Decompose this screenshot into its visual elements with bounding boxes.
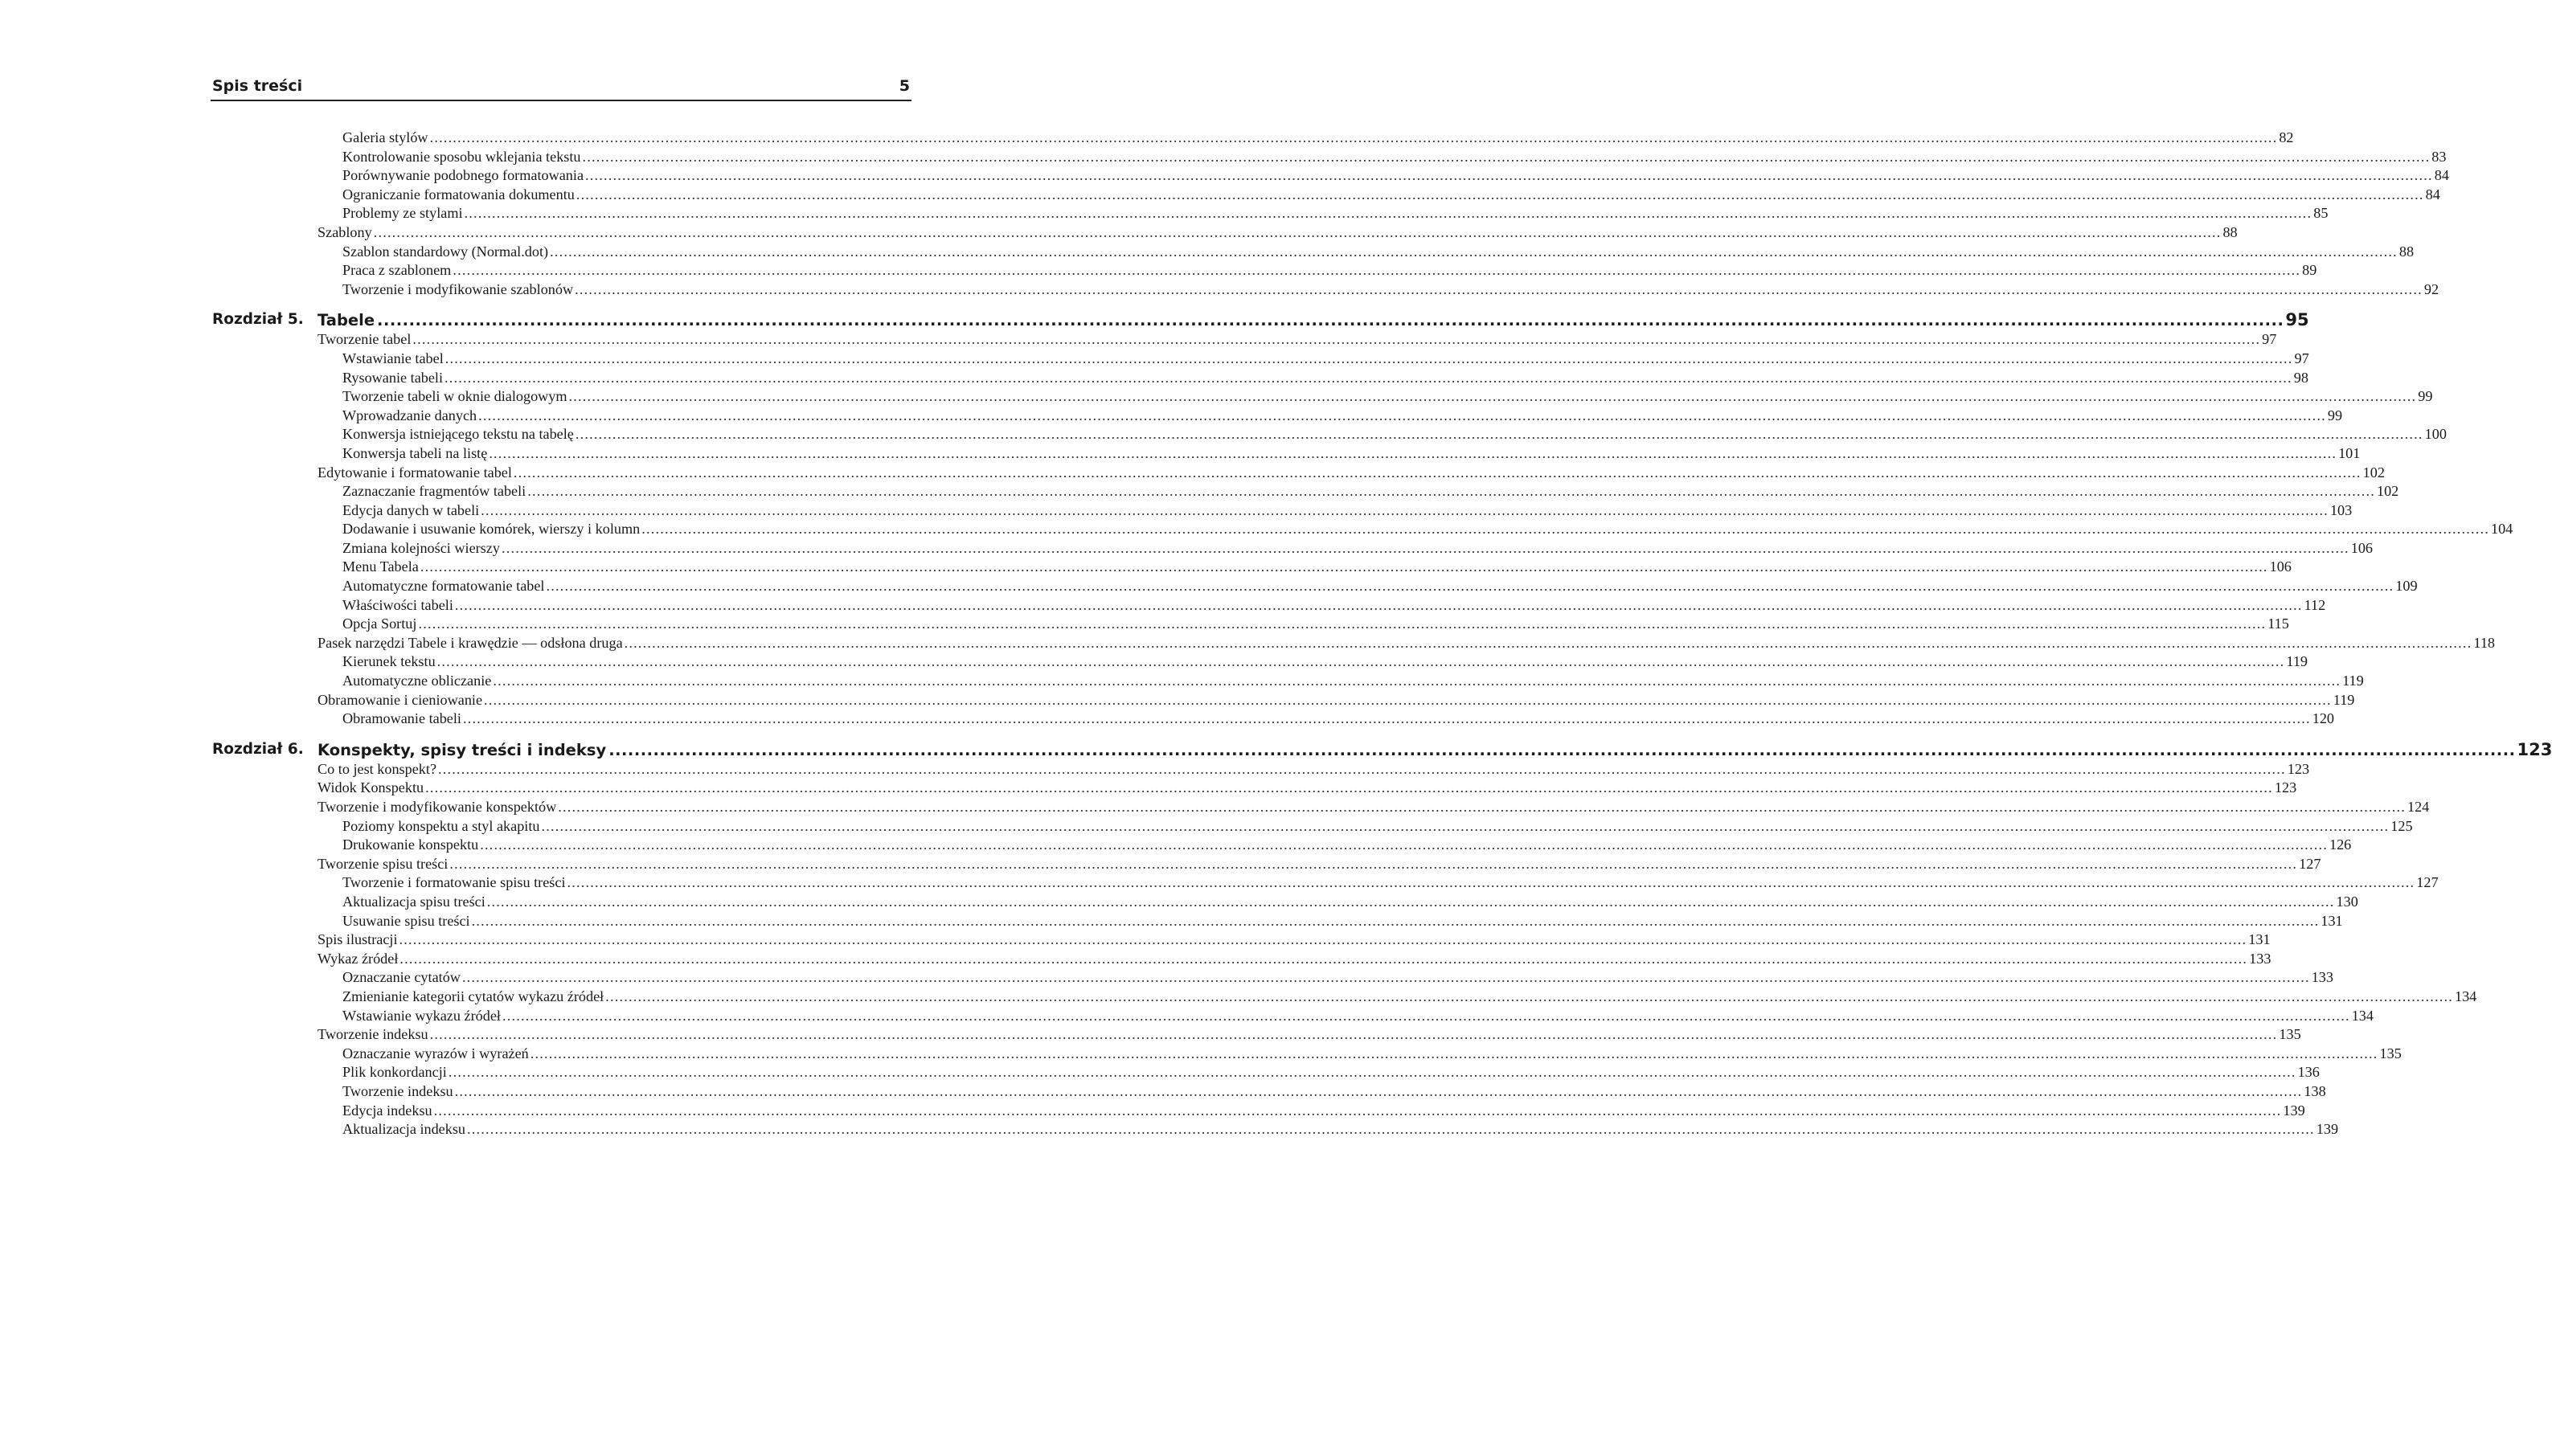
toc-entry: [211, 1025, 2301, 1045]
toc-entry-title: Tworzenie i modyfikowanie konspektów: [317, 799, 557, 815]
toc-entry-title: Oznaczanie wyrazów i wyrażeń: [342, 1045, 529, 1061]
dot-leader: ................................................................................................................................................................................................................................................................................................................................................................................................................: [449, 855, 2298, 872]
toc-entry: [211, 596, 2326, 616]
dot-leader: ................................................................................................................................................................................................................................................................................................................................................................................................................: [513, 464, 2362, 481]
dot-leader: ................................................................................................................................................................................................................................................................................................................................................................................................................: [486, 893, 2335, 910]
toc-entry: [211, 204, 2329, 223]
toc-entry: [211, 1063, 2320, 1082]
toc-entry-page-number: 130: [2336, 893, 2358, 910]
dot-leader: ................................................................................................................................................................................................................................................................................................................................................................................................................: [418, 616, 2267, 632]
table-of-contents: [211, 129, 2552, 1139]
toc-entry-title: Automatyczne formatowanie tabel: [342, 578, 545, 595]
toc-entry-page-number: 139: [2316, 1121, 2339, 1138]
toc-entry: [211, 912, 2343, 931]
dot-leader: ................................................................................................................................................................................................................................................................................................................................................................................................................: [444, 369, 2292, 386]
dot-leader: ................................................................................................................................................................................................................................................................................................................................................................................................................: [399, 931, 2247, 948]
toc-entry-page-number: 133: [2311, 969, 2333, 986]
toc-entry-title: Menu Tabela: [342, 558, 419, 575]
toc-entry-title: Tworzenie indeksu: [317, 1026, 428, 1043]
toc-entry-page-number: 139: [2283, 1102, 2305, 1119]
toc-entry: [211, 634, 2496, 653]
toc-entry-page-number: 109: [2395, 578, 2418, 595]
toc-entry: [211, 577, 2418, 596]
dot-leader: ................................................................................................................................................................................................................................................................................................................................................................................................................: [568, 388, 2417, 405]
dot-leader: ................................................................................................................................................................................................................................................................................................................................................................................................................: [501, 539, 2349, 556]
toc-entry-page-number: 103: [2329, 501, 2353, 518]
dot-leader: ............................................................................................................................................................................................................................................................................................................: [608, 740, 2516, 759]
toc-entry: [211, 186, 2440, 205]
toc-entry: [211, 672, 2364, 691]
toc-entry-page-number: 97: [2294, 350, 2309, 366]
toc-entry: [211, 501, 2353, 521]
chapter-label: Rozdział 6.: [212, 740, 304, 758]
dot-leader: ................................................................................................................................................................................................................................................................................................................................................................................................................: [462, 710, 2311, 727]
toc-entry-page-number: 89: [2302, 262, 2317, 279]
toc-entry: [211, 615, 2289, 634]
toc-entry-title: Ograniczanie formatowania dokumentu: [342, 186, 575, 202]
toc-entry: [211, 760, 2310, 779]
dot-leader: ................................................................................................................................................................................................................................................................................................................................................................................................................: [575, 280, 2423, 297]
toc-entry-title: Tworzenie i formatowanie spisu treści: [342, 874, 566, 891]
dot-leader: ................................................................................................................................................................................................................................................................................................................................................................................................................: [558, 799, 2406, 815]
toc-entry-title: Oznaczanie cytatów: [342, 969, 461, 986]
toc-entry-title: Co to jest konspekt?: [317, 760, 437, 777]
toc-entry-title: Aktualizacja spisu treści: [342, 893, 485, 910]
toc-entry: [211, 817, 2413, 836]
toc-entry-title: Tworzenie tabel: [317, 331, 412, 348]
dot-leader: ................................................................................................................................................................................................................................................................................................................................................................................................................: [433, 1102, 2282, 1119]
toc-entry-page-number: 85: [2313, 205, 2329, 222]
dot-leader: ................................................................................................................................................................................................................................................................................................................................................................................................................: [541, 817, 2390, 834]
toc-entry-title: Aktualizacja indeksu: [342, 1121, 466, 1138]
dot-leader: ................................................................................................................................................................................................................................................................................................................................................................................................................: [438, 760, 2286, 777]
dot-leader: ................................................................................................................................................................................................................................................................................................................................................................................................................: [436, 653, 2285, 670]
toc-entry-title: Opcja Sortuj: [342, 616, 417, 632]
toc-entry-title: Edycja indeksu: [342, 1102, 432, 1119]
dot-leader: ................................................................................................................................................................................................................................................................................................................................................................................................................: [444, 350, 2293, 366]
toc-entry-title: Rysowanie tabeli: [342, 369, 444, 386]
toc-entry: [211, 129, 2294, 148]
chapter-title-line: [317, 739, 2552, 761]
dot-leader: ................................................................................................................................................................................................................................................................................................................................................................................................................: [502, 1007, 2350, 1024]
toc-entry-page-number: 99: [2327, 407, 2343, 423]
toc-entry: [211, 1120, 2339, 1139]
toc-entry-page-number: 100: [2424, 426, 2447, 443]
toc-entry-page-number: 92: [2423, 280, 2439, 297]
toc-entry-page-number: 88: [2398, 243, 2415, 260]
toc-entry-title: Kontrolowanie sposobu wklejania tekstu: [342, 148, 581, 165]
dot-leader: ................................................................................................................................................................................................................................................................................................................................................................................................................: [448, 1064, 2296, 1081]
toc-entry-title: Szablon standardowy (Normal.dot): [342, 243, 549, 260]
toc-entry-title: Tworzenie i modyfikowanie szablonów: [342, 280, 574, 297]
toc-entry-page-number: 119: [2286, 653, 2308, 670]
toc-entry: [211, 520, 2513, 539]
toc-entry-page-number: 135: [2279, 1026, 2301, 1043]
toc-entry: [211, 968, 2333, 988]
toc-entry: [211, 1007, 2374, 1026]
toc-entry-page-number: 106: [2350, 539, 2373, 556]
chapter-title: Tabele: [317, 311, 375, 330]
dot-leader: ................................................................................................................................................................................................................................................................................................................................................................................................................: [585, 167, 2433, 184]
dot-leader: ................................................................................................................................................................................................................................................................................................................................................................................................................: [429, 1026, 2278, 1043]
toc-entry-title: Automatyczne obliczanie: [342, 673, 492, 689]
toc-entry-page-number: 136: [2297, 1064, 2320, 1081]
chapter-page-number: 95: [2285, 310, 2309, 330]
dot-leader: ................................................................................................................................................................................................................................................................................................................................................................................................................: [454, 1082, 2303, 1099]
toc-entry: [211, 1045, 2402, 1064]
toc-entry-page-number: 126: [2329, 836, 2352, 853]
dot-leader: ................................................................................................................................................................................................................................................................................................................................................................................................................: [373, 223, 2222, 240]
toc-entry: [211, 873, 2439, 893]
toc-entry: [211, 1082, 2326, 1102]
dot-leader: ................................................................................................................................................................................................................................................................................................................................................................................................................: [582, 148, 2431, 165]
toc-entry-title: Pasek narzędzi Tabele i krawędzie — odsłona druga: [317, 634, 623, 651]
dot-leader: ................................................................................................................................................................................................................................................................................................................................................................................................................: [550, 243, 2398, 260]
toc-entry-page-number: 134: [2351, 1007, 2374, 1024]
dot-leader: ................................................................................................................................................................................................................................................................................................................................................................................................................: [624, 634, 2472, 651]
toc-entry: [211, 166, 2449, 186]
dot-leader: ................................................................................................................................................................................................................................................................................................................................................................................................................: [480, 836, 2328, 853]
toc-entry-title: Konwersja istniejącego tekstu na tabelę: [342, 426, 574, 443]
toc-entry-title: Plik konkordancji: [342, 1064, 447, 1081]
toc-entry: [211, 558, 2292, 577]
toc-entry-page-number: 134: [2454, 988, 2477, 1004]
dot-leader: ................................................................................................................................................................................................................................................................................................................................................................................................................: [567, 874, 2415, 891]
toc-entry-page-number: 101: [2338, 444, 2361, 461]
toc-entry-page-number: 82: [2279, 129, 2294, 145]
toc-entry-title: Edytowanie i formatowanie tabel: [317, 464, 512, 481]
toc-entry-page-number: 133: [2249, 950, 2271, 967]
toc-entry-title: Kierunek tekstu: [342, 653, 436, 670]
toc-entry-page-number: 84: [2425, 186, 2440, 202]
toc-entry-title: Wprowadzanie danych: [342, 407, 477, 423]
toc-entry-title: Wykaz źródeł: [317, 950, 399, 967]
toc-entry-title: Zmienianie kategorii cytatów wykazu źródeł: [342, 988, 604, 1004]
running-header: [211, 77, 911, 101]
toc-entry: [211, 280, 2439, 300]
toc-entry-page-number: 119: [2342, 673, 2364, 689]
dot-leader: ................................................................................................................................................................................................................................................................................................................................................................................................................: [453, 262, 2301, 279]
toc-entry: [211, 464, 2385, 483]
toc-entry-title: Porównywanie podobnego formatowania: [342, 167, 584, 184]
toc-entry: [211, 261, 2317, 280]
toc-entry-page-number: 119: [2333, 691, 2355, 708]
toc-entry-page-number: 83: [2431, 148, 2447, 165]
toc-entry-page-number: 123: [2274, 779, 2297, 796]
dot-leader: ................................................................................................................................................................................................................................................................................................................................................................................................................: [399, 950, 2248, 967]
dot-leader: ................................................................................................................................................................................................................................................................................................................................................................................................................: [493, 673, 2341, 689]
toc-entry-page-number: 138: [2304, 1082, 2326, 1099]
toc-entry: [211, 539, 2373, 558]
toc-entry-title: Obramowanie tabeli: [342, 710, 461, 727]
dot-leader: ................................................................................................................................................................................................................................................................................................................................................................................................................: [576, 186, 2424, 202]
toc-entry-title: Wstawianie wykazu źródeł: [342, 1007, 501, 1024]
toc-entry-title: Dodawanie i usuwanie komórek, wierszy i kolumn: [342, 521, 641, 538]
toc-entry-title: Tworzenie indeksu: [342, 1082, 453, 1099]
toc-entry-title: Właściwości tabeli: [342, 596, 453, 613]
toc-entry: [211, 425, 2447, 444]
toc-entry-page-number: 127: [2416, 874, 2439, 891]
toc-entry: [211, 482, 2399, 501]
toc-entry: [211, 836, 2352, 855]
dot-leader: ................................................................................................................................................................................................................................................................................................................................................................................................................: [481, 501, 2329, 518]
toc-entry-page-number: 131: [2248, 931, 2271, 948]
toc-entry: [211, 330, 2277, 350]
toc-entry-page-number: 98: [2293, 369, 2308, 386]
toc-entry-page-number: 112: [2304, 596, 2326, 613]
toc-entry: [211, 691, 2355, 710]
toc-entry-title: Zaznaczanie fragmentów tabeli: [342, 483, 526, 500]
dot-leader: ................................................................................................................................................................................................................................................................................................................................................................................................................: [575, 426, 2423, 443]
toc-entry: [211, 444, 2361, 464]
dot-leader: ................................................................................................................................................................................................................................................................................................................................................................................................................: [478, 407, 2326, 423]
dot-leader: ................................................................................................................................................................................................................................................................................................................................................................................................................: [484, 691, 2332, 708]
toc-entry-title: Spis ilustracji: [317, 931, 398, 948]
toc-entry: [211, 855, 2321, 874]
toc-entry-title: Usuwanie spisu treści: [342, 912, 470, 929]
dot-leader: ................................................................................................................................................................................................................................................................................................................................................................................................................: [641, 521, 2489, 538]
toc-entry-title: Widok Konspektu: [317, 779, 424, 796]
toc-entry-page-number: 131: [2321, 912, 2343, 929]
dot-leader: ................................................................................................................................................................................................................................................................................................................................................................................................................: [412, 331, 2261, 348]
toc-entry-page-number: 99: [2418, 388, 2433, 405]
dot-leader: ................................................................................................................................................................................................................................................................................................................................................................................................................: [461, 969, 2310, 986]
dot-leader: ................................................................................................................................................................................................................................................................................................................................................................................................................: [605, 988, 2453, 1004]
toc-entry-page-number: 104: [2490, 521, 2513, 538]
toc-chapter-heading: [211, 739, 2552, 760]
toc-entry-page-number: 127: [2299, 855, 2321, 872]
toc-entry-page-number: 125: [2390, 817, 2413, 834]
toc-entry: [211, 798, 2430, 817]
toc-entry: [211, 369, 2308, 388]
toc-entry-page-number: 88: [2222, 223, 2238, 240]
toc-entry: [211, 148, 2447, 167]
chapter-page-number: 123: [2517, 739, 2552, 759]
toc-entry-page-number: 135: [2379, 1045, 2402, 1061]
header-title: Spis treści: [212, 77, 303, 95]
toc-entry: [211, 950, 2271, 969]
toc-entry: [211, 1102, 2305, 1121]
dot-leader: ................................................................................................................................................................................................................................................................................................................................................................................................................: [467, 1121, 2315, 1138]
toc-entry-title: Konwersja tabeli na listę: [342, 444, 488, 461]
dot-leader: ................................................................................................................................................................................................................................................................................................................................................................................................................: [527, 483, 2375, 500]
toc-entry-page-number: 84: [2434, 167, 2449, 184]
dot-leader: ................................................................................................................................................................................................................................................................................................................................................................................................................: [471, 912, 2320, 929]
dot-leader: ................................................................................................................................................................................................................................................................................................................................................................................................................: [546, 578, 2394, 595]
toc-entry-title: Szablony: [317, 223, 372, 240]
toc-entry-page-number: 115: [2267, 616, 2289, 632]
toc-entry: [211, 407, 2343, 426]
dot-leader: ................................................................................................................................................................................................................................................................................................................................................................................................................: [425, 779, 2273, 796]
dot-leader: ................................................................................................................................................................................................................................................................................................................................................................................................................: [420, 558, 2268, 575]
toc-entry: [211, 243, 2415, 262]
toc-entry: [211, 893, 2358, 912]
toc-entry-page-number: 102: [2362, 464, 2385, 481]
chapter-title: Konspekty, spisy treści i indeksy: [317, 740, 607, 759]
toc-entry-page-number: 106: [2269, 558, 2292, 575]
toc-entry: [211, 652, 2308, 672]
toc-entry: [211, 710, 2335, 729]
toc-entry-title: Galeria stylów: [342, 129, 428, 145]
dot-leader: ................................................................................................................................................................................................................................................................................................................................................................................................................: [429, 129, 2278, 145]
dot-leader: ................................................................................................................................................................................................................................................................................................................................................................................................................: [489, 444, 2337, 461]
header-page-number: 5: [899, 77, 910, 95]
toc-chapter-heading: [211, 309, 2309, 330]
toc-entry: [211, 223, 2238, 243]
toc-entry-title: Edycja danych w tabeli: [342, 501, 480, 518]
toc-entry-title: Zmiana kolejności wierszy: [342, 539, 500, 556]
toc-entry: [211, 930, 2271, 950]
chapter-label: Rozdział 5.: [212, 311, 304, 329]
toc-entry-title: Drukowanie konspektu: [342, 836, 479, 853]
toc-entry-title: Wstawianie tabel: [342, 350, 444, 366]
toc-entry-title: Problemy ze stylami: [342, 205, 463, 222]
toc-entry-page-number: 124: [2407, 799, 2430, 815]
toc-entry-title: Praca z szablonem: [342, 262, 452, 279]
toc-entry-title: Poziomy konspektu a styl akapitu: [342, 817, 540, 834]
dot-leader: ................................................................................................................................................................................................................................................................................................................................................................................................................: [530, 1045, 2378, 1061]
toc-entry: [211, 350, 2309, 369]
toc-entry-page-number: 118: [2473, 634, 2496, 651]
toc-entry: [211, 779, 2297, 798]
toc-entry-title: Tworzenie tabeli w oknie dialogowym: [342, 388, 567, 405]
dot-leader: ................................................................................................................................................................................................................................................................................................................................................................................................................: [464, 205, 2312, 222]
dot-leader: ............................................................................................................................................................................................................................................................................................................: [377, 311, 2284, 330]
toc-entry-title: Obramowanie i cieniowanie: [317, 691, 483, 708]
toc-entry-page-number: 102: [2376, 483, 2399, 500]
dot-leader: ................................................................................................................................................................................................................................................................................................................................................................................................................: [454, 596, 2303, 613]
chapter-title-line: [317, 309, 2309, 331]
toc-entry-page-number: 120: [2312, 710, 2335, 727]
toc-entry-title: Tworzenie spisu treści: [317, 855, 449, 872]
toc-entry-page-number: 123: [2287, 760, 2310, 777]
toc-entry: [211, 988, 2477, 1007]
toc-entry: [211, 387, 2433, 407]
toc-entry-page-number: 97: [2262, 331, 2277, 348]
